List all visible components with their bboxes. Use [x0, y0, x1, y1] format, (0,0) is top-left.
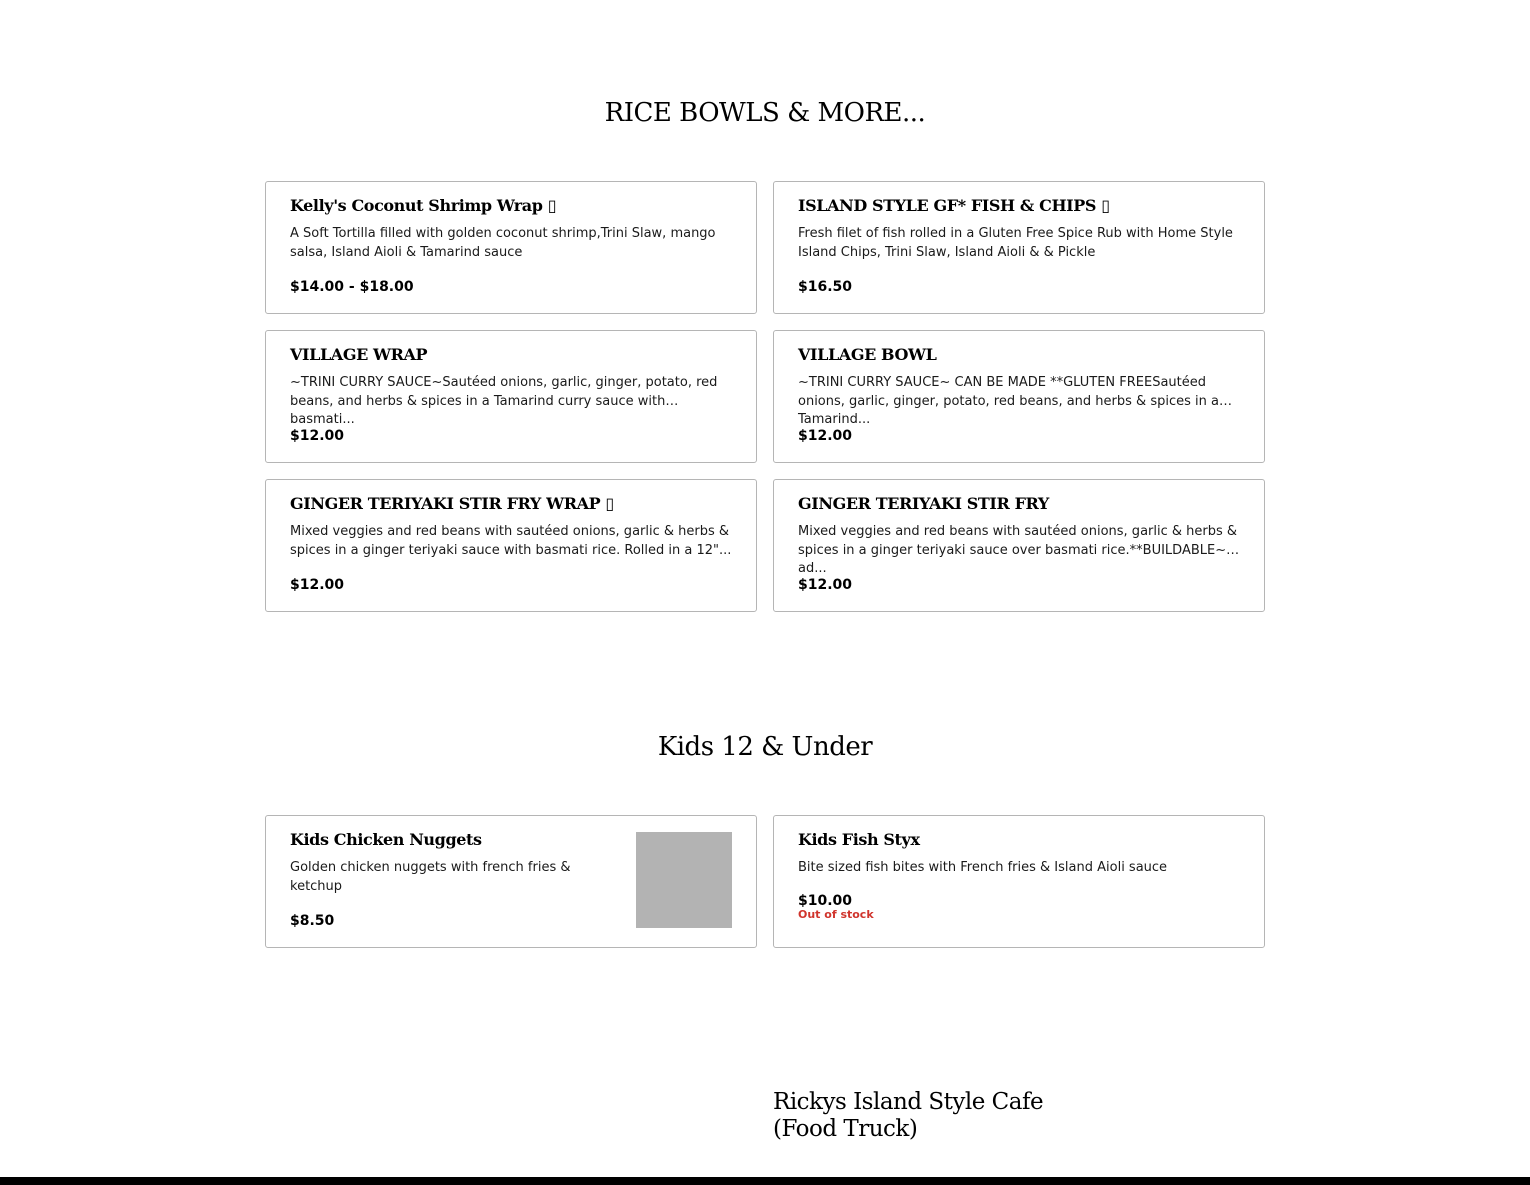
- menu-item-name: Kids Chicken Nuggets: [290, 830, 482, 849]
- menu-item-description: Golden chicken nuggets with french fries & ketchup: [290, 860, 571, 894]
- section-title-kids: Kids 12 & Under: [657, 732, 873, 762]
- menu-item-price: $12.00: [290, 577, 345, 593]
- menu-item-description: Bite sized fish bites with French fries & Island Aioli sauce: [798, 860, 1168, 875]
- menu-item-description: Mixed veggies and red beans with sautéed onions, garlic & herbs & spices in a ginger teriyaki sauce with basmati rice. Rolled in a 12"...: [290, 524, 732, 558]
- menu-item-name: Kids Fish Styx: [798, 830, 920, 849]
- menu-item-card[interactable]: [265, 330, 757, 463]
- menu-item-description: ~TRINI CURRY SAUCE~Sautéed onions, garlic, ginger, potato, red beans, and herbs & spices in a Tamarind curry sauce with basmati...: [290, 375, 718, 427]
- footer-bar: [0, 1177, 1530, 1185]
- menu-item-card[interactable]: [265, 479, 757, 612]
- menu-item-card[interactable]: [773, 181, 1265, 314]
- menu-item-description: Mixed veggies and red beans with sautéed onions, garlic & herbs & spices in a ginger teriyaki sauce over basmati rice.**BUILDABLE~ ad...: [798, 524, 1238, 576]
- menu-item-price: $14.00 - $18.00: [290, 279, 414, 295]
- menu-item-name: VILLAGE BOWL: [798, 345, 937, 364]
- menu-item-price: $10.00: [798, 893, 853, 909]
- menu-grid-rice-bowls: [265, 181, 1265, 612]
- menu-item-description: Fresh filet of fish rolled in a Gluten Free Spice Rub with Home Style Island Chips, Trini Slaw, Island Aioli & & Pickle: [798, 226, 1233, 260]
- menu-item-price: $16.50: [798, 279, 853, 295]
- menu-item-price: $8.50: [290, 913, 335, 929]
- menu-item-card[interactable]: [265, 181, 757, 314]
- menu-item-description: ~TRINI CURRY SAUCE~ CAN BE MADE **GLUTEN FREESautéed onions, garlic, ginger, potato, red beans, and herbs & spices in a Tamarind...: [798, 375, 1219, 427]
- section-title-rice-bowls: RICE BOWLS & MORE...: [604, 98, 926, 128]
- menu-item-name: VILLAGE WRAP: [290, 345, 428, 364]
- menu-item-name: ISLAND STYLE GF* FISH & CHIPS ▯: [798, 196, 1110, 215]
- menu-item-name: Kelly's Coconut Shrimp Wrap ▯: [290, 196, 557, 215]
- menu-item-name: GINGER TERIYAKI STIR FRY WRAP ▯: [290, 494, 614, 513]
- menu-item-card[interactable]: [773, 479, 1265, 612]
- menu-item-card[interactable]: [773, 815, 1265, 948]
- footer-restaurant-name: Rickys Island Style Cafe (Food Truck): [773, 1089, 1044, 1142]
- menu-item-price: $12.00: [798, 428, 853, 444]
- out-of-stock-badge: Out of stock: [798, 908, 874, 921]
- menu-item-card[interactable]: [265, 815, 757, 948]
- menu-item-description: A Soft Tortilla filled with golden coconut shrimp,Trini Slaw, mango salsa, Island Aioli & Tamarind sauce: [290, 226, 716, 260]
- menu-item-price: $12.00: [290, 428, 345, 444]
- menu-item-price: $12.00: [798, 577, 853, 593]
- menu-item-name: GINGER TERIYAKI STIR FRY: [798, 494, 1049, 513]
- menu-grid-kids: [265, 815, 1265, 948]
- menu-item-card[interactable]: [773, 330, 1265, 463]
- menu-item-image: [636, 832, 732, 928]
